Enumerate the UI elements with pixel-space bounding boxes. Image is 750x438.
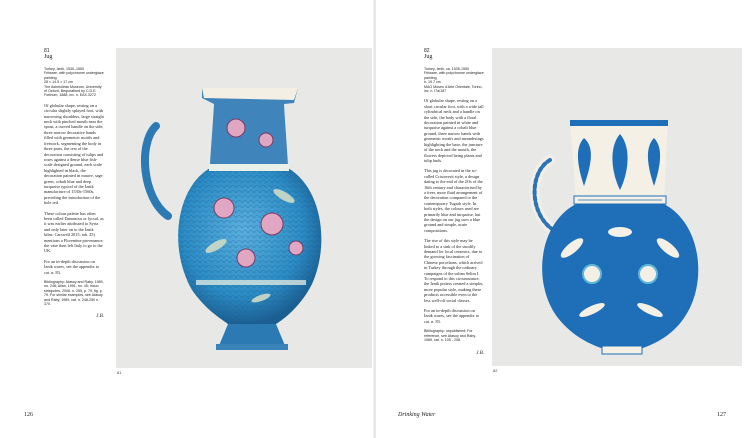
right-catalogue-number: 82 — [424, 48, 430, 54]
right-author-initials: J.B. — [476, 350, 484, 356]
right-photo-panel — [492, 48, 742, 366]
right-body-paragraph: Of globular shape, resting on a short circular foot, with a wide tall cylindrical neck and a handle on the side, the body with a floral decoration painted in white and turquoise against a cobalt blue ground, three narrow bands with geometric motifs and meanderings highlighting the base, the juncture of the neck and the mouth, the flowers depicted being plants and tulip buds. — [424, 98, 484, 163]
left-photo-panel — [116, 48, 372, 368]
right-meta-line: Turkey, İznik, ca. 1535-1550 — [424, 67, 469, 71]
left-bibliography: Bibliography: Atasoy and Raby, 1989, no. 248; Allan, 1991, no. 45; Incoo strisipoles, 2006, n. 255, p. 79, fig. p. 79. For similar examples, see Atasoy and Raby, 1989, cat. n. 248-250 n. 370. — [44, 280, 104, 307]
left-meta-line: The Ashmolean Museum, University of Oxford, Bequeathed by C.D.E. Fortnum, 1888, inv. n. EAX.3272 — [44, 84, 102, 98]
right-object-title: Jug — [424, 54, 433, 60]
right-meta-line: MAO Museo d'Arte Orientale, Torino, inv. n. l7a/187 — [424, 84, 483, 94]
right-body-paragraph: For an in-depth discussion on İznik wares, see the appendix to cat. n. 83. — [424, 308, 480, 324]
right-caption-column — [424, 48, 484, 356]
right-figure-number: 82 — [493, 368, 498, 373]
right-jug-image — [492, 48, 742, 366]
right-page — [376, 0, 750, 438]
left-page-number: 126 — [24, 412, 33, 418]
left-object-title: Jug — [44, 54, 53, 60]
left-body-paragraph: These colour palette has often been called Damascus or lycsal, as it was earlier attributed to Syria and only later on to the İznik kilns: Carswell 2015, tab. 25) mentions a Florentine provenance; the vase then left Italy to go to the UK. — [44, 210, 104, 254]
left-catalogue-number: 81 — [44, 48, 50, 54]
left-meta-line: 28 × 14.5 × 17 cm — [44, 80, 73, 85]
right-body-paragraph: The rise of this style may be linked to a sink of the sturdily demand for local ceramics, due to the growing fascination of Chinese porcelains, which arrived in Turkey through the ordinary campaigns of the sultan Selim I. To respond to this circumstance, the İznik potters created a simpler, more popular style, making these products accessible even to the less well-off social classes. — [424, 238, 484, 303]
right-meta-line: Fritware, with polychrome underglaze painting — [424, 71, 484, 80]
left-object-details — [44, 67, 104, 98]
running-head: Drinking Water — [398, 412, 436, 418]
right-body-paragraph: This jug is decorated in the so-called Cristoverit style, a design dating to the end of the 2Os of the 16th century and characterised by a freer, more fluid arrangement of the decoration compared to the contemporary Tugralı style. In both styles, the colours used are primarily blue and turquoise, but the design on our jug uses a blue ground and simple, acute compositions. — [424, 168, 483, 233]
left-body-paragraph: For an in-depth discussion on İznik wares, see the appendix to cat. n. 83. — [44, 258, 100, 275]
right-meta-line: h. 19.7 cm — [424, 80, 441, 85]
left-caption-column — [44, 48, 104, 319]
left-author-initials: J.B. — [96, 314, 104, 320]
right-object-details — [424, 67, 484, 93]
left-jug-image — [116, 48, 372, 368]
left-meta-line: Fritware, with polychrome underglaze painting — [44, 71, 104, 80]
left-meta-line: Turkey, İznik, 1530–1550 — [44, 67, 84, 71]
left-body-paragraph: Of globular shape, resting on a circular slightly splayed foot, with narrowing shoulders, large straight neck with pinched mouth near the spout, a curved handle on the side, three narrow decorative bands filled with geometric motifs and fretwork, segmenting the body in three parts, the rest of the decoration consisting of tulips and roses against a dense blue fish-scale designed ground, each scale highlighted in black, the decoration painted in mauve, sage green, cobalt blue and deep turquoise typical of the İznik manufacture of 1530s-1560s, preceding the introduction of the bole red. — [44, 102, 104, 206]
right-page-number: 127 — [717, 412, 726, 418]
right-bibliography: Bibliography: unpublished; For reference, see Atasoy and Raby, 1989, cat. n. 105 - 208. — [424, 329, 476, 343]
left-figure-number: 81 — [117, 370, 122, 375]
left-page — [0, 0, 374, 438]
